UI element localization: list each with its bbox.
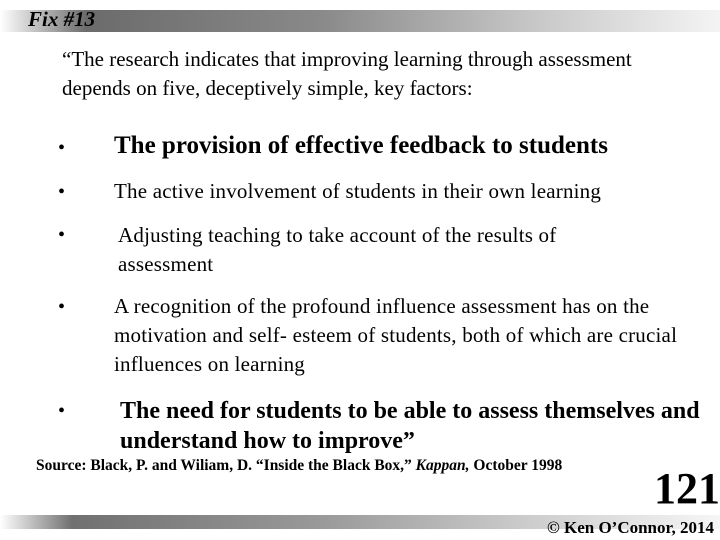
source-journal: Kappan,	[415, 457, 470, 474]
page-number: 121	[654, 464, 720, 513]
factor-item-1: The provision of effective feedback to students	[114, 132, 608, 159]
source-citation	[36, 457, 562, 475]
source-prefix: Source: Black, P. and Wiliam, D. “Inside the Black Box,”	[36, 457, 416, 474]
factor-item-3: Adjusting teaching to take account of the results of assessment	[118, 223, 557, 276]
bullet-icon: •	[58, 296, 66, 318]
bullet-icon: •	[58, 137, 66, 159]
bullet-icon: •	[58, 224, 66, 246]
factor-item-4: A recognition of the profound influence assessment has on the motivation and self- esteem of students, both of which are crucial influences on learning	[114, 294, 678, 376]
source-suffix: October 1998	[469, 457, 563, 474]
bullet-icon: •	[58, 181, 66, 203]
intro-quote: “The research indicates that improving learning through assessment depends on five, deceptively simple, key factors:	[62, 47, 632, 100]
factor-item-2: The active involvement of students in their own learning	[114, 179, 602, 203]
factor-item-5: The need for students to be able to assess themselves and understand how to improve”	[120, 398, 700, 454]
bullet-icon: •	[58, 400, 66, 422]
slide-title: Fix #13	[28, 7, 96, 31]
title-gradient-bar	[0, 10, 720, 32]
copyright-notice: © Ken O’Connor, 2014	[547, 518, 714, 537]
